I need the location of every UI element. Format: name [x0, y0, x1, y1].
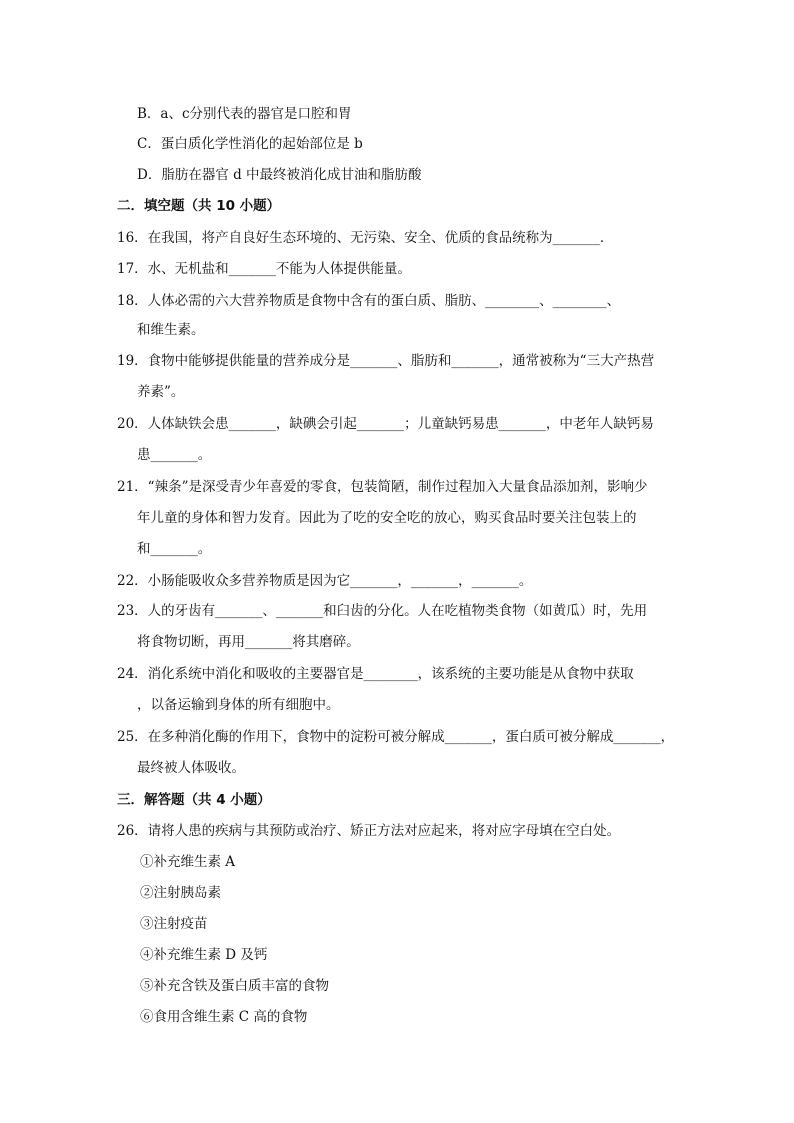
option-c: C．蛋白质化学性消化的起始部位是 b	[137, 136, 363, 152]
question-20-continuation: 患_______。	[137, 447, 212, 463]
question-25: 25．在多种消化酶的作用下，食物中的淀粉可被分解成_______，蛋白质可被分解成_______，	[117, 729, 675, 745]
q26-item-1: ①补充维生素 A	[140, 854, 236, 870]
question-21: 21．“辣条”是深受青少年喜爱的零食，包装简陋，制作过程加入大量食品添加剂，影响少	[117, 479, 648, 495]
q26-item-2: ②注射胰岛素	[140, 885, 221, 901]
q26-item-5: ⑤补充含铁及蛋白质丰富的食物	[140, 978, 329, 994]
question-16: 16．在我国，将产自良好生态环境的、无污染、安全、优质的食品统称为_______．	[117, 230, 614, 246]
question-18: 18．人体必需的六大营养物质是食物中含有的蛋白质、脂肪、________、________、	[117, 293, 621, 309]
question-21-continuation-2: 和_______。	[137, 541, 212, 557]
q26-item-4: ④补充维生素 D 及钙	[140, 947, 268, 963]
section-title-fill-blank: 二．填空题（共 10 小题）	[117, 198, 281, 214]
section-title-answer: 三．解答题（共 4 小题）	[117, 792, 271, 808]
q26-item-6: ⑥食用含维生素 C 高的食物	[140, 1009, 308, 1025]
option-b: B．a、c分别代表的器官是口腔和胃	[137, 106, 352, 122]
question-19: 19．食物中能够提供能量的营养成分是_______、脂肪和_______，通常被称为“三大产热营	[117, 353, 655, 369]
question-18-continuation: 和维生素。	[137, 322, 205, 338]
question-17: 17．水、无机盐和_______不能为人体提供能量。	[117, 261, 411, 277]
question-24: 24．消化系统中消化和吸收的主要器官是________，该系统的主要功能是从食物中获取	[117, 666, 634, 682]
question-21-continuation: 年儿童的身体和智力发育。因此为了吃的安全吃的放心，购买食品时要关注包装上的	[137, 510, 637, 526]
q26-item-3: ③注射疫苗	[140, 916, 208, 932]
option-d: D．脂肪在器官 d 中最终被消化成甘油和脂肪酸	[137, 167, 422, 183]
question-24-continuation: ，以备运输到身体的所有细胞中。	[137, 697, 340, 713]
question-20: 20．人体缺铁会患_______，缺碘会引起_______；儿童缺钙易患_______，中老年人缺钙易	[117, 416, 654, 432]
question-25-continuation: 最终被人体吸收。	[137, 760, 245, 776]
question-22: 22．小肠能吸收众多营养物质是因为它_______，_______，_______。	[117, 573, 533, 589]
question-26: 26．请将人患的疾病与其预防或治疗、矫正方法对应起来，将对应字母填在空白处。	[117, 823, 621, 839]
question-23-continuation: 将食物切断，再用_______将其磨碎。	[137, 634, 360, 650]
question-23: 23．人的牙齿有_______、_______和臼齿的分化。人在吃植物类食物（如黄瓜）时，先用	[117, 603, 648, 619]
question-19-continuation: 养素”。	[137, 384, 185, 400]
